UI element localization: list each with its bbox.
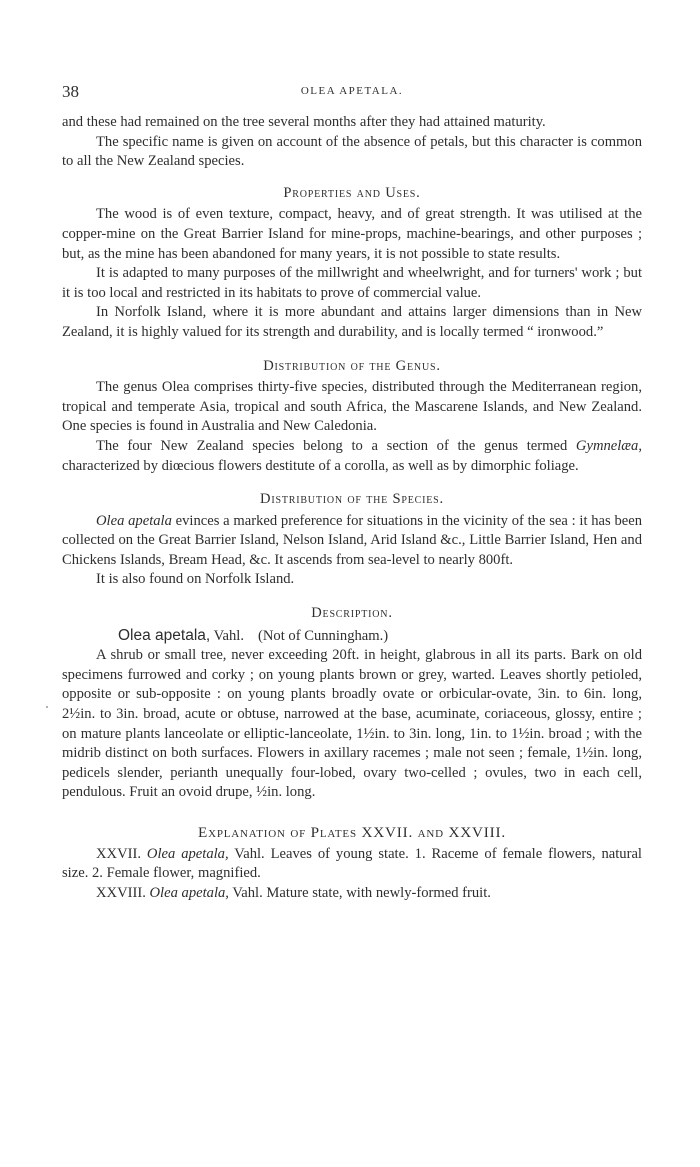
properties-heading: Properties and Uses. (283, 184, 421, 201)
description-species-line (62, 626, 642, 647)
species-paragraph-1 (62, 512, 642, 571)
properties-paragraph-2: It is adapted to many purposes of the millwright and wheelwright, and for turners' work ; but it is too local and restricted in its habitats to prove of commercial value. (62, 265, 642, 301)
plate-27-species: Olea apetala, (146, 845, 229, 862)
page-header (62, 82, 642, 106)
description-note: (Not of Cunningham.) (258, 627, 389, 644)
genus-paragraph-2 (62, 437, 642, 476)
description-text: A shrub or small tree, never exceeding 20ft. in height, glabrous in all its parts. Bark on old specimens furrowed and corky ; on young plants brown or grey, warted. Leaves shortly petioled, opposite or sub-opposite : on young plants broadly ovate or orbicular-ovate, 3in. to 6in. long, 2½in. to 3in. broad, acute or obtuse, narrowed at the base, acuminate, coriaceous, glossy, entire ; on mature plants lanceolate or elliptic-lanceolate, 1½in. to 3in. long, 1in. to 1½in. broad ; with the midrib distinct on both surfaces. Flowers in axillary racemes ; male not seen ; female, 1½in. long, pedicels slender, perianth unequally four-lobed, ovary two-celled ; ovules, two in each cell, pendulous. Fruit an ovoid drupe, ½in. long. (62, 647, 642, 801)
species-paragraph-2: It is also found on Norfolk Island. (96, 571, 295, 588)
intro-paragraph-specific-name: The specific name is given on account of the absence of petals, but this character is common to all the New Zealand species. (62, 133, 642, 170)
species-p1-rest: evinces a marked preference for situations in the vicinity of the sea : it has been collected on the Great Barrier Island, Nelson Island, Arid Island &c., Little Barrier Island, Hen and Chickens Islands, Bream Head, &c. It ascends from sea-level to nearly 800ft. (62, 512, 642, 568)
description-species-name: Olea apetala, (118, 626, 211, 644)
plate-28-text: Vahl. Mature state, with newly-formed fruit. (228, 884, 491, 901)
properties-paragraph-1: The wood is of even texture, compact, heavy, and of great strength. It was utilised at the copper-mine on the Great Barrier Island for mine-props, machine-bearings, and other purposes ; but, as the mine has been abandoned for many years, it is not possible to state results. (62, 206, 642, 262)
plate-27-text: Vahl. Leaves of young state. 1. Raceme of female flowers, natural size. 2. Female flower, magnified. (62, 845, 642, 882)
intro-paragraph-continued: and these had remained on the tree several months after they had attained maturity. (62, 114, 546, 130)
page-body (62, 113, 642, 903)
plate-27-caption (62, 845, 642, 884)
genus-section-name: Gymnelæa (575, 437, 639, 454)
genus-p2-start: The four New Zealand species belong to a section of the genus termed (96, 437, 576, 454)
page-number: 38 (62, 82, 79, 101)
species-name: Olea apetala (96, 512, 172, 529)
genus-heading: Distribution of the Genus. (263, 357, 441, 374)
plate-28-caption (62, 884, 642, 904)
description-heading: Description. (311, 605, 393, 622)
genus-p2-end: , characterized by diœcious flowers destitute of a corolla, as well as by dimorphic foliage. (62, 437, 642, 474)
plates-heading: Explanation of Plates XXVII. and XXVIII. (198, 824, 506, 841)
running-title: OLEA APETALA. (300, 85, 404, 97)
properties-paragraph-3: In Norfolk Island, where it is more abundant and attains larger dimensions than in New Zealand, it is highly valued for its strength and durability, and is locally termed “ ironwood.” (62, 304, 642, 340)
species-heading: Distribution of the Species. (260, 491, 444, 508)
margin-mark (46, 706, 48, 708)
plate-28-species: Olea apetala, (149, 884, 229, 901)
description-author: Vahl. (213, 627, 245, 644)
genus-paragraph-1: The genus Olea comprises thirty-five species, distributed through the Mediterranean region, tropical and temperate Asia, tropical and south Africa, the Mascarene Islands, and New Zealand. One species is found in Australia and New Caledonia. (62, 379, 642, 435)
plate-27-number: XXVII. (96, 845, 141, 862)
plate-28-number: XXVIII. (96, 884, 146, 901)
